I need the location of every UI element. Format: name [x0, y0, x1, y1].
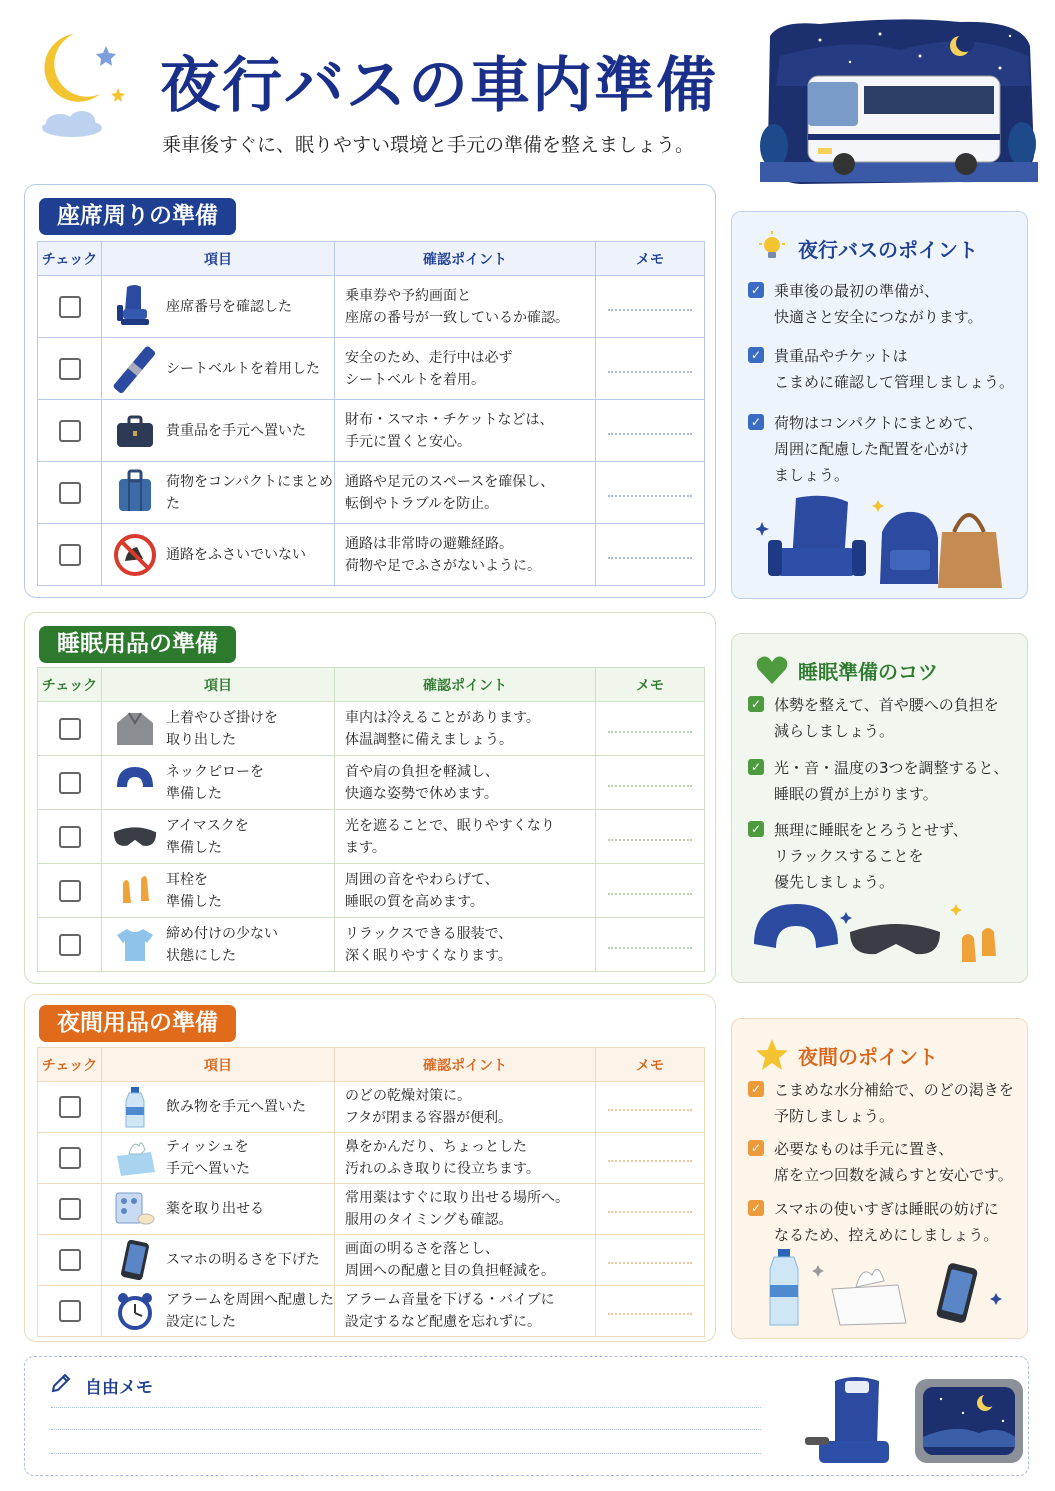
checkbox[interactable]	[59, 1300, 81, 1322]
smartphone-icon	[110, 1236, 160, 1284]
bus-tips-panel	[731, 211, 1028, 599]
tip-item: ✓ 無理に睡眠をとろうとせず、 リラックスすることを 優先しましょう。	[748, 817, 1018, 895]
check-icon: ✓	[748, 759, 764, 775]
memo-field[interactable]	[608, 557, 692, 559]
seat-and-bags-illustration	[756, 492, 1008, 590]
check-icon: ✓	[748, 282, 764, 298]
water-bottle-icon	[110, 1083, 160, 1131]
check-icon: ✓	[748, 347, 764, 363]
night-items-illustration	[762, 1245, 1012, 1329]
briefcase-icon	[110, 407, 160, 455]
memo-field[interactable]	[608, 1109, 692, 1111]
table-row: シートベルトを着用した 安全のため、走行中は必ず シートベルトを着用。	[38, 338, 705, 400]
lightbulb-icon	[754, 230, 790, 266]
memo-line[interactable]	[51, 1453, 761, 1454]
check-icon: ✓	[748, 821, 764, 837]
night-bus-illustration	[760, 16, 1038, 188]
table-header-row	[38, 668, 705, 702]
section-title: 座席周りの準備	[39, 198, 236, 235]
table-row: 座席番号を確認した 乗車券や予約画面と 座席の番号が一致しているか確認。	[38, 276, 705, 338]
checkbox[interactable]	[59, 1198, 81, 1220]
header-point: 確認ポイント	[335, 1048, 596, 1082]
memo-field[interactable]	[608, 839, 692, 841]
memo-field[interactable]	[608, 309, 692, 311]
header-point: 確認ポイント	[335, 242, 596, 276]
panel-title: 夜行バスのポイント	[798, 238, 978, 262]
page-header	[0, 0, 1055, 180]
checkbox[interactable]	[59, 718, 81, 740]
table-row: アイマスクを 準備した 光を遮ることで、眠りやすくなり ます。	[38, 810, 705, 864]
table-row: 飲み物を手元へ置いた のどの乾燥対策に。 フタが閉まる容器が便利。	[38, 1082, 705, 1133]
memo-field[interactable]	[608, 947, 692, 949]
table-row: 上着やひざ掛けを 取り出した 車内は冷えることがあります。 体温調整に備えましょう。	[38, 702, 705, 756]
memo-field[interactable]	[608, 893, 692, 895]
header-check: チェック	[38, 668, 102, 702]
sleep-items-illustration	[750, 898, 1014, 974]
check-icon: ✓	[748, 414, 764, 430]
checkbox[interactable]	[59, 1147, 81, 1169]
table-header-row	[38, 1048, 705, 1082]
neck-pillow-icon	[110, 759, 160, 807]
checkbox[interactable]	[59, 358, 81, 380]
tip-item: ✓ 体勢を整えて、首や腰への負担を 減らしましょう。	[748, 692, 1018, 744]
memo-field[interactable]	[608, 495, 692, 497]
tip-item: ✓ スマホの使いすぎは睡眠の妨げに なるため、控えめにしましょう。	[748, 1196, 1018, 1248]
free-memo-box	[24, 1356, 1029, 1476]
checkbox[interactable]	[59, 1249, 81, 1271]
star-icon	[754, 1037, 790, 1073]
checkbox[interactable]	[59, 934, 81, 956]
alarm-clock-icon	[110, 1287, 160, 1335]
bus-seat-window-illustration	[795, 1367, 1025, 1475]
checkbox[interactable]	[59, 544, 81, 566]
tshirt-icon	[110, 921, 160, 969]
memo-field[interactable]	[608, 731, 692, 733]
heart-icon	[754, 652, 790, 688]
header-memo: メモ	[596, 668, 705, 702]
header-item: 項目	[102, 1048, 335, 1082]
header-check: チェック	[38, 1048, 102, 1082]
panel-title: 夜間のポイント	[798, 1045, 938, 1069]
checkbox[interactable]	[59, 482, 81, 504]
section-title: 睡眠用品の準備	[39, 626, 236, 663]
sleep-prep-section	[24, 612, 716, 984]
sleep-checklist-table	[37, 667, 705, 972]
memo-field[interactable]	[608, 1262, 692, 1264]
earplugs-icon	[110, 867, 160, 915]
checkbox[interactable]	[59, 772, 81, 794]
moon-icon	[22, 24, 142, 144]
table-row: 薬を取り出せる 常用薬はすぐに取り出せる場所へ。 服用のタイミングも確認。	[38, 1184, 705, 1235]
check-icon: ✓	[748, 1140, 764, 1156]
seat-checklist-table	[37, 241, 705, 586]
checkbox[interactable]	[59, 1096, 81, 1118]
table-row: アラームを周囲へ配慮した 設定にした アラーム音量を下げる・バイブに 設定するなど配慮を忘れずに。	[38, 1286, 705, 1337]
memo-field[interactable]	[608, 371, 692, 373]
medicine-icon	[110, 1185, 160, 1233]
checkbox[interactable]	[59, 826, 81, 848]
tip-item: ✓ 必要なものは手元に置き、 席を立つ回数を減らすと安心です。	[748, 1136, 1018, 1188]
table-row: ティッシュを 手元へ置いた 鼻をかんだり、ちょっとした 汚れのふき取りに役立ちます。	[38, 1133, 705, 1184]
table-row: ネックピローを 準備した 首や肩の負担を軽減し、 快適な姿勢で休めます。	[38, 756, 705, 810]
memo-field[interactable]	[608, 1160, 692, 1162]
table-row: 貴重品を手元へ置いた 財布・スマホ・チケットなどは、 手元に置くと安心。	[38, 400, 705, 462]
checkbox[interactable]	[59, 296, 81, 318]
memo-line[interactable]	[51, 1407, 761, 1408]
night-tips-panel	[731, 1018, 1028, 1339]
section-title: 夜間用品の準備	[39, 1005, 236, 1042]
tip-item: ✓ こまめな水分補給で、のどの渇きを 予防しましょう。	[748, 1077, 1018, 1129]
memo-field[interactable]	[608, 785, 692, 787]
page-title: 夜行バスの車内準備	[160, 51, 718, 121]
seat-icon	[110, 283, 160, 331]
table-header-row	[38, 242, 705, 276]
memo-field[interactable]	[608, 1313, 692, 1315]
header-point: 確認ポイント	[335, 668, 596, 702]
tip-item: ✓ 荷物はコンパクトにまとめて、 周囲に配慮した配置を心がけ ましょう。	[748, 410, 1018, 488]
memo-line[interactable]	[51, 1429, 761, 1430]
header-memo: メモ	[596, 242, 705, 276]
tip-item: ✓ 光・音・温度の3つを調整すると、 睡眠の質が上がります。	[748, 755, 1018, 807]
tip-item: ✓ 乗車後の最初の準備が、 快適さと安全につながります。	[748, 278, 1018, 330]
no-blocking-icon	[110, 531, 160, 579]
memo-field[interactable]	[608, 1211, 692, 1213]
check-icon: ✓	[748, 1200, 764, 1216]
tip-item: ✓ 貴重品やチケットは こまめに確認して管理しましょう。	[748, 343, 1018, 395]
night-prep-section	[24, 994, 716, 1342]
header-item: 項目	[102, 242, 335, 276]
header-memo: メモ	[596, 1048, 705, 1082]
night-checklist-table	[37, 1047, 705, 1337]
eye-mask-icon	[110, 813, 160, 861]
sleep-tips-panel	[731, 633, 1028, 983]
checkbox[interactable]	[59, 420, 81, 442]
tissue-box-icon	[110, 1134, 160, 1182]
memo-title: 自由メモ	[85, 1378, 153, 1398]
table-row: 耳栓を 準備した 周囲の音をやわらげて、 睡眠の質を高めます。	[38, 864, 705, 918]
memo-field[interactable]	[608, 433, 692, 435]
header-check: チェック	[38, 242, 102, 276]
table-row: スマホの明るさを下げた 画面の明るさを落とし、 周囲への配慮と目の負担軽減を。	[38, 1235, 705, 1286]
check-icon: ✓	[748, 696, 764, 712]
seat-prep-section	[24, 184, 716, 598]
header-item: 項目	[102, 668, 335, 702]
table-row: 締め付けの少ない 状態にした リラックスできる服装で、 深く眠りやすくなります。	[38, 918, 705, 972]
page-subtitle: 乗車後すぐに、眠りやすい環境と手元の準備を整えましょう。	[162, 134, 695, 156]
table-row: 荷物をコンパクトにまとめた 通路や足元のスペースを確保し、 転倒やトラブルを防止。	[38, 462, 705, 524]
check-icon: ✓	[748, 1081, 764, 1097]
panel-title: 睡眠準備のコツ	[798, 660, 938, 684]
checkbox[interactable]	[59, 880, 81, 902]
pencil-icon	[49, 1371, 73, 1395]
jacket-icon	[110, 705, 160, 753]
suitcase-icon	[110, 469, 160, 517]
seatbelt-icon	[110, 345, 160, 393]
table-row: 通路をふさいでいない 通路は非常時の避難経路。 荷物や足でふさがないように。	[38, 524, 705, 586]
